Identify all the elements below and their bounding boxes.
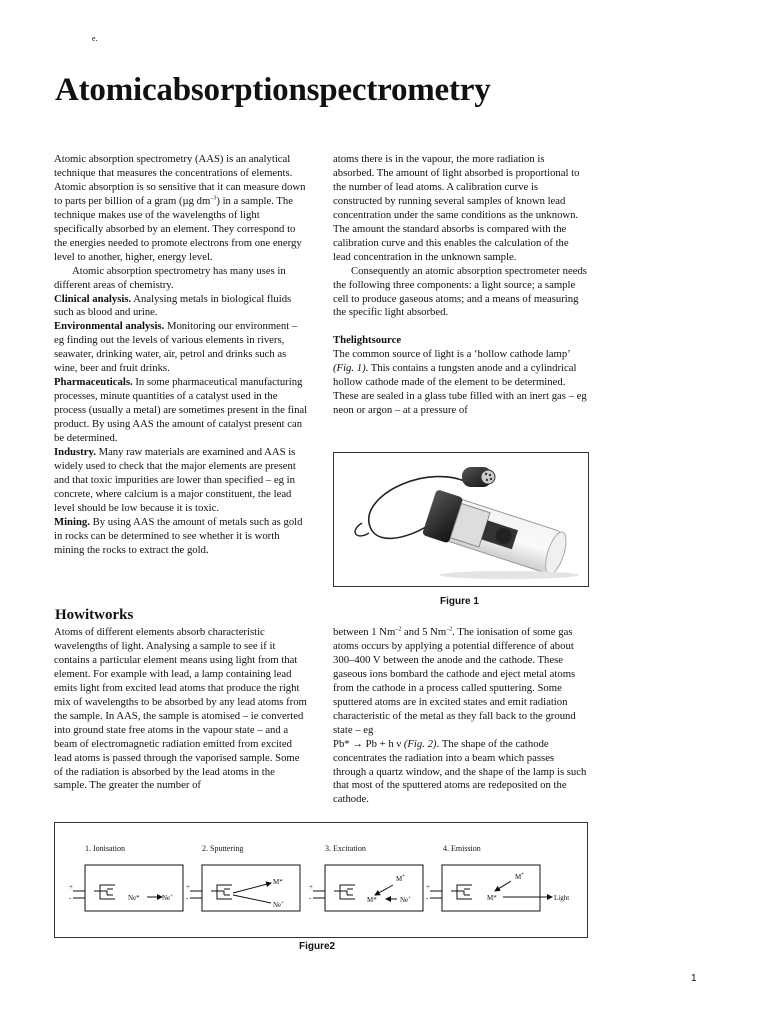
page-title: Atomicabsorptionspectrometry xyxy=(55,72,491,108)
figure-1-caption: Figure 1 xyxy=(440,596,479,607)
corner-mark: e. xyxy=(92,34,98,43)
stage-label-emission: 4. Emission xyxy=(443,844,481,853)
svg-text:+: + xyxy=(309,883,313,891)
figure-2-caption: Figure2 xyxy=(299,941,336,952)
svg-text:-: - xyxy=(186,894,189,902)
stage-1-ionisation xyxy=(73,865,183,911)
page-number: 1 xyxy=(691,973,697,984)
emission-equation: Pb* → Pb + h ν xyxy=(333,737,404,750)
how-it-works-column xyxy=(54,626,309,793)
svg-text:Light: Light xyxy=(554,894,570,902)
svg-text:M*: M* xyxy=(273,878,283,886)
figure-2-diagram xyxy=(54,822,588,938)
svg-text:+: + xyxy=(186,883,190,891)
stage-label-excitation: 3. Excitation xyxy=(325,844,366,853)
svg-text:-: - xyxy=(426,894,429,902)
use-environmental: Environmental analysis. Monitoring our environment – eg finding out the levels of various elements in rivers, seawater, drinking water, air, petrol and drinks such as wine, beer and fruit drinks. xyxy=(54,320,298,375)
stage-3-excitation xyxy=(313,865,423,911)
svg-text:-: - xyxy=(309,894,312,902)
components-paragraph: Consequently an atomic absorption spectrometer needs the following three components: a light source; a sample cell to produce gaseous atoms; and a means of measuring the specific light absorbed. xyxy=(333,264,587,319)
ionisation-paragraph: between 1 $Nm^{-2}$ and 5 $Nm^{-2}$. The ionisation of some gas atoms occurs by applying a potential difference of about 300–400 V between the anode and the cathode. These gaseous ions bombard the cathode and eject metal atoms from the cathode in a process called sputtering. Some sputtered atoms are in excited states and emit radiation characteristic of the metal as they fall back to the ground state – eg Pb* → Pb + h ν (Fig. 2). The shape of the cathode concentrates the radiation into a beam which passes through a quartz window, and the shape of the lamp is such that most of the sputtered atoms are redeposited on the cathode. xyxy=(333,626,587,806)
svg-text:M*: M* xyxy=(515,873,524,881)
svg-text:Ne+: Ne+ xyxy=(400,896,411,904)
svg-text:Ne*: Ne* xyxy=(128,894,140,902)
use-pharmaceuticals: Pharmaceuticals. In some pharmaceutical manufacturing processes, minute quantities of a catalyst used in the process (usually a metal) are sometimes present in the final product. By using AAS the amount of catalyst present can be determined. xyxy=(54,376,308,445)
hollow-cathode-lamp-image xyxy=(334,453,588,586)
intro-paragraph: Atomic absorption spectrometry (AAS) is an analytical technique that measures the concentrations of elements. Atomic absorption is so sensitive that it can measure down to parts per billion of a gram (µg $dm^{-3}$) in a sample. The technique makes use of the wavelengths of light specifically absorbed by an element. They correspond to the energies needed to promote electrons from one energy level to another, higher, energy level. xyxy=(54,153,306,263)
processes-diagram xyxy=(55,823,587,937)
how-it-works-paragraph: Atoms of different elements absorb characteristic wavelengths of light. Analysing a sample to see if it contains a particular element means using light from that element. For example with lead, a lamp containing lead emits light from excited lead atoms that produce the right mix of wavelengths to be absorbed by any lead atoms from the sample. In AAS, the sample is atomised – ie converted into ground state free atoms in the vapour state – and a beam of electromagnetic radiation emitted from excited lead atoms is passed through the vaporised sample. Some of the radiation is absorbed by the lead atoms in the sample. The greater the number of xyxy=(54,626,307,792)
svg-text:Ne+: Ne+ xyxy=(162,894,173,902)
use-mining: Mining. By using AAS the amount of metals such as gold in rocks can be determined to see whether it is worth mining the rocks to extract the gold. xyxy=(54,515,303,556)
how-it-works-heading: Howitworks xyxy=(55,607,134,623)
stage-label-ionisation: 1. Ionisation xyxy=(85,844,125,853)
svg-text:-: - xyxy=(69,894,72,902)
svg-text:M*: M* xyxy=(396,875,405,883)
stage-4-emission xyxy=(430,865,552,911)
use-industry: Industry. Many raw materials are examined and AAS is widely used to check that the major elements are present and that toxic impurities are lower than specified – eg in concrete, where calcium is a major constituent, the lead level should be low because it is toxic. xyxy=(54,446,296,514)
svg-text:M*: M* xyxy=(487,894,497,902)
use-clinical: Clinical analysis. Analysing metals in biological fluids such as blood and urine. xyxy=(54,292,292,319)
ionisation-column xyxy=(333,626,588,807)
figure-1-lamp-photo xyxy=(333,452,589,587)
svg-text:M*: M* xyxy=(367,896,377,904)
svg-text:+: + xyxy=(69,883,73,891)
svg-text:+: + xyxy=(426,883,430,891)
uses-intro: Atomic absorption spectrometry has many uses in different areas of chemistry. xyxy=(54,264,286,291)
svg-text:Ne+: Ne+ xyxy=(273,901,284,909)
intro-column xyxy=(54,153,309,558)
calibration-paragraph: atoms there is in the vapour, the more radiation is absorbed. The amount of light absorbed is proportional to the number of lead atoms. A calibration curve is constructed by running several samples of known lead concentration under the same conditions as the unknown. The amount the standard absorbs is compared with the calibration curve and this enables the calculation of the lead concentration in the unknown sample. xyxy=(333,153,580,263)
stage-label-sputtering: 2. Sputtering xyxy=(202,844,244,853)
light-source-heading: Thelightsource xyxy=(333,334,402,347)
calibration-column xyxy=(333,153,588,418)
light-source-paragraph: The common source of light is a ‘hollow cathode lamp’ (Fig. 1). This contains a tungsten anode and a cylindrical hollow cathode made of the element to be determined. These are sealed in a glass tube filled with an inert gas – eg neon or argon – at a pressure of xyxy=(333,348,587,417)
